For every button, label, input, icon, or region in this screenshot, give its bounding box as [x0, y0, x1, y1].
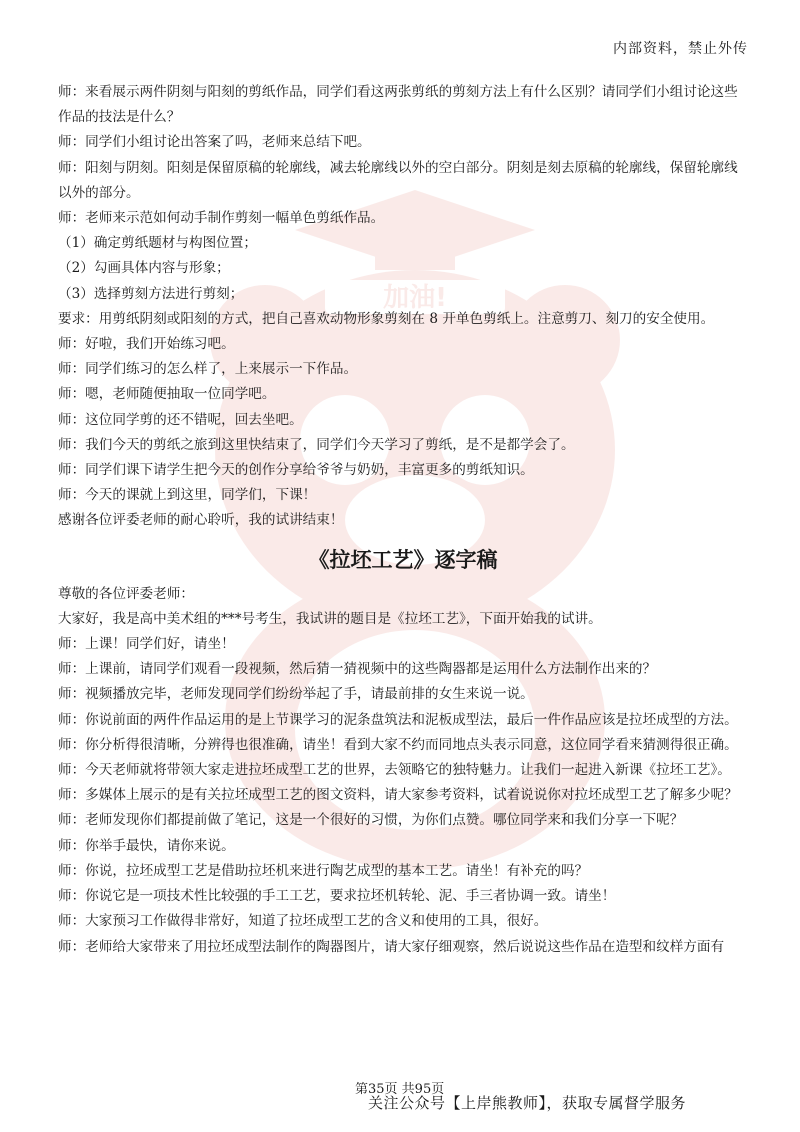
footer-promo: 关注公众号【上岸熊教师】，获取专属督学服务 — [368, 1094, 687, 1112]
paragraph: 师：你分析得很清晰，分辨得也很准确，请坐！看到大家不约而同地点头表示同意，这位同学看来猜测得很正确。 — [58, 736, 738, 753]
paragraph: 师：阳刻与阴刻。阳刻是保留原稿的轮廓线，减去轮廓线以外的空白部分。阴刻是刻去原稿的轮廓线，保留轮廓线以外的部分。 — [58, 159, 738, 201]
salutation: 尊敬的各位评委老师： — [58, 585, 194, 602]
paragraph: 师：大家预习工作做得非常好，知道了拉坯成型工艺的含义和使用的工具，很好。 — [58, 913, 548, 930]
paragraph: 师：来看展示两件阴刻与阳刻的剪纸作品，同学们看这两张剪纸的剪刻方法上有什么区别？请同学们小组讨论这些作品的技法是什么？ — [58, 84, 738, 126]
paragraph: 师：同学们练习的怎么样了，上来展示一下作品。 — [58, 361, 358, 378]
section-papercut-transcript — [58, 80, 748, 534]
confidential-note: 内部资料，禁止外传 — [613, 41, 748, 57]
paragraph: 师：嗯，老师随便抽取一位同学吧。 — [58, 386, 276, 403]
paragraph: 师：同学们小组讨论出答案了吗，老师来总结下吧。 — [58, 134, 371, 151]
closing-line: 感谢各位评委老师的耐心聆听，我的试讲结束！ — [58, 512, 344, 529]
paragraph: 师：你说它是一项技术性比较强的手工工艺，要求拉坯机转轮、泥、手三者协调一致。请坐！ — [58, 888, 616, 905]
paragraph: 大家好，我是高中美术组的***号考生，我试讲的题目是《拉坯工艺》，下面开始我的试讲。 — [58, 610, 602, 627]
paragraph: 师：老师发现你们都提前做了笔记，这是一个很好的习惯，为你们点赞。哪位同学来和我们分享一下呢？ — [58, 812, 684, 829]
step-item: （1）确定剪纸题材与构图位置； — [58, 235, 257, 252]
paragraph: 师：我们今天的剪纸之旅到这里快结束了，同学们今天学习了剪纸，是不是都学会了。 — [58, 436, 575, 453]
document-body — [58, 80, 748, 960]
paragraph: 师：你说前面的两件作品运用的是上节课学习的泥条盘筑法和泥板成型法，最后一件作品应该是拉坯成型的方法。 — [58, 711, 738, 728]
step-item: （3）选择剪刻方法进行剪刻； — [58, 285, 244, 302]
paragraph: 师：好啦，我们开始练习吧。 — [58, 336, 235, 353]
page-number: 第35页 共95页 — [355, 1082, 445, 1097]
paragraph: 师：你说，拉坯成型工艺是借助拉坯机来进行陶艺成型的基本工艺。请坐！有补充的吗？ — [58, 862, 589, 879]
section-pottery-transcript — [58, 582, 748, 960]
paragraph: 师：视频播放完毕，老师发现同学们纷纷举起了手，请最前排的女生来说一说。 — [58, 686, 534, 703]
paragraph: 师：上课！同学们好，请坐！ — [58, 636, 235, 653]
paragraph: 师：老师给大家带来了用拉坯成型法制作的陶器图片，请大家仔细观察，然后说说这些作品在造型和纹样方面有 — [58, 938, 725, 955]
paragraph: 师：今天老师就将带领大家走进拉坯成型工艺的世界，去领略它的独特魅力。让我们一起进入新课《拉坯工艺》。 — [58, 762, 731, 779]
section-title: 《拉坯工艺》逐字稿 — [308, 547, 498, 572]
badge-text: 加油! — [383, 283, 447, 313]
paragraph: 师：这位同学剪的还不错呢，回去坐吧。 — [58, 411, 303, 428]
paragraph: 师：同学们课下请学生把今天的创作分享给爷爷与奶奶，丰富更多的剪纸知识。 — [58, 462, 534, 479]
paragraph: 师：今天的课就上到这里，同学们，下课！ — [58, 487, 317, 504]
paragraph: 师：老师来示范如何动手制作剪刻一幅单色剪纸作品。 — [58, 210, 385, 227]
requirement: 要求：用剪纸阴刻或阳刻的方式，把自己喜欢动物形象剪刻在 8 开单色剪纸上。注意剪刀、刻刀的安全使用。 — [58, 310, 715, 327]
step-item: （2）勾画具体内容与形象； — [58, 260, 230, 277]
paragraph: 师：多媒体上展示的是有关拉坯成型工艺的图文资料，请大家参考资料，试着说说你对拉坯成型工艺了解多少呢？ — [58, 787, 738, 804]
paragraph: 师：上课前，请同学们观看一段视频，然后猜一猜视频中的这些陶器都是运用什么方法制作出来的？ — [58, 661, 657, 678]
paragraph: 师：你举手最快，请你来说。 — [58, 837, 235, 854]
